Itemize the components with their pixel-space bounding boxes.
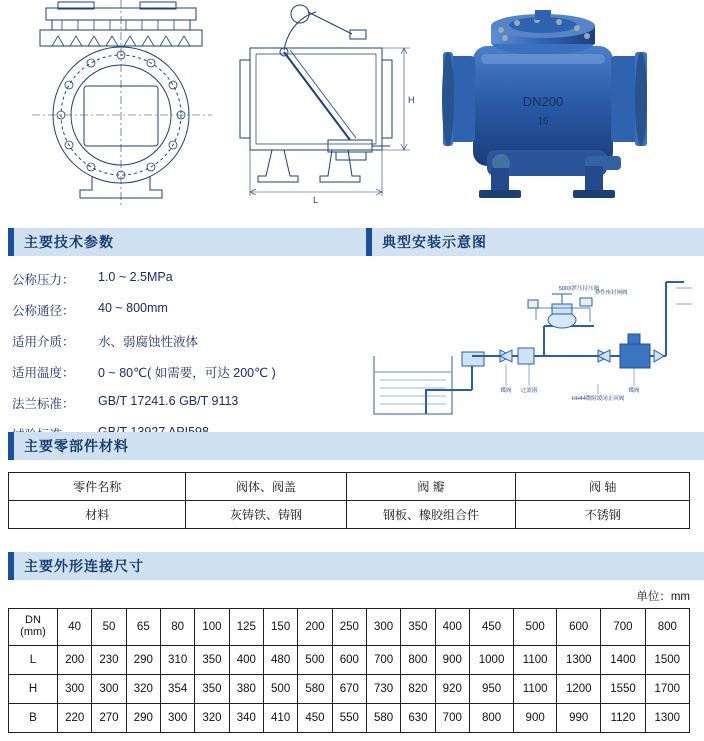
table-row [9,501,690,529]
install-label-1: 弹性座封闸阀 [594,290,628,296]
dim-cell: 700 [435,704,469,733]
install-schematic [366,264,696,424]
dim-cell: 550 [332,704,366,733]
dim-cell: 300 [160,704,194,733]
dim-cell: 1300 [557,646,601,675]
dim-cell: 400 [229,646,263,675]
section-dim-l-label: L [313,195,319,205]
valve-section-view-drawing [232,0,422,205]
materials-cell: 灰铸铁、铸钢 [186,501,346,529]
dim-cell: 820 [401,675,435,704]
dim-cell: 900 [514,704,557,733]
dn-header-cell [9,609,58,646]
dim-cell: 220 [58,704,92,733]
valve-front-view-drawing [22,0,222,205]
param-value: 0 ~ 80℃( 如需要，可达 200℃ ) [98,366,276,380]
dn-value-cell: 150 [263,609,297,646]
dn-value-cell: 800 [645,609,689,646]
dim-cell: 670 [332,675,366,704]
materials-section [8,432,696,529]
table-row [9,646,690,675]
dn-value-cell: 450 [469,609,513,646]
dim-cell: 580 [366,704,400,733]
param-row [12,301,356,319]
install-label-5: HH44微阻缓闭止回阀 [571,396,625,402]
dim-cell: 730 [366,675,400,704]
tech-params-title: 主要技术参数 [8,228,366,256]
dim-cell: 380 [229,675,263,704]
dn-value-cell: 400 [435,609,469,646]
install-label-4: 蝶阀 [628,388,640,394]
dim-row-label: L [9,646,58,675]
install-diagram-section [366,228,696,424]
dimensions-title: 主要外形连接尺寸 [8,552,704,580]
dn-value-cell: 350 [401,609,435,646]
materials-cell: 钢板、橡胶组合件 [346,501,516,529]
dn-value-cell: 700 [601,609,645,646]
param-row [12,270,356,288]
dn-unit-label: (mm) [20,626,46,638]
dimensions-section [8,552,696,733]
dim-row-label: H [9,675,58,704]
dn-value-cell: 600 [557,609,601,646]
dim-cell: 290 [126,704,160,733]
materials-header-cell: 阀 瓣 [346,473,516,501]
param-value: GB/T 17241.6 GB/T 9113 [98,394,239,408]
param-value: 1.0 ~ 2.5MPa [98,270,173,284]
table-row [9,473,690,501]
dim-cell: 450 [298,704,332,733]
dim-cell: 200 [58,646,92,675]
photo-pn-label: 16 [537,116,549,127]
dim-cell: 950 [469,675,513,704]
dim-cell: 230 [92,646,126,675]
table-row [9,704,690,733]
dim-cell: 1300 [645,704,689,733]
dim-cell: 350 [195,646,229,675]
dim-cell: 290 [126,646,160,675]
dim-cell: 990 [557,704,601,733]
param-row [12,332,356,350]
param-label: 法兰标准： [12,397,75,411]
dn-value-cell: 80 [160,609,194,646]
dim-cell: 300 [92,675,126,704]
dim-cell: 920 [435,675,469,704]
param-label: 公称压力： [12,273,75,287]
dim-cell: 500 [298,646,332,675]
dim-row-label: B [9,704,58,733]
dim-cell: 480 [263,646,297,675]
param-row [12,394,356,412]
table-row [9,609,690,646]
dim-cell: 700 [366,646,400,675]
dim-cell: 1100 [514,646,557,675]
dn-value-cell: 65 [126,609,160,646]
dn-value-cell: 300 [366,609,400,646]
drawings-row [0,0,704,208]
dn-value-cell: 100 [195,609,229,646]
dim-cell: 1100 [514,675,557,704]
dim-cell: 1200 [557,675,601,704]
dn-label: DN [25,614,41,627]
dn-value-cell: 40 [58,609,92,646]
dim-cell: 310 [160,646,194,675]
dim-cell: 600 [332,646,366,675]
install-diagram-title: 典型安装示意图 [366,228,704,256]
table-row [9,675,690,704]
dim-cell: 1400 [601,646,645,675]
dim-cell: 800 [401,646,435,675]
dim-cell: 800 [469,704,513,733]
dim-cell: 630 [401,704,435,733]
dim-cell: 1000 [469,646,513,675]
dim-cell: 350 [195,675,229,704]
dim-cell: 270 [92,704,126,733]
dim-cell: 580 [298,675,332,704]
dim-cell: 410 [263,704,297,733]
dim-cell: 500 [263,675,297,704]
param-value: 40 ~ 800mm [98,301,168,315]
param-value: 水、弱腐蚀性液体 [98,335,199,349]
param-label: 适用温度： [12,366,75,380]
install-label-valve-tag: 500X泄压持压阀 [558,286,600,292]
dim-cell: 354 [160,675,194,704]
dim-cell: 340 [229,704,263,733]
materials-cell: 材料 [9,501,186,529]
dim-cell: 320 [126,675,160,704]
dn-value-cell: 50 [92,609,126,646]
param-label: 适用介质： [12,335,75,349]
materials-title: 主要零部件材料 [8,432,704,460]
materials-table [8,472,690,529]
blue-valve-photo [435,0,685,205]
dn-value-cell: 250 [332,609,366,646]
dim-cell: 1700 [645,675,689,704]
dimensions-unit-label: 单位：mm [636,591,690,603]
tech-params-section [8,228,356,456]
param-row [12,363,356,381]
materials-header-cell: 阀 轴 [516,473,690,501]
dimensions-table [8,608,690,733]
dim-cell: 1550 [601,675,645,704]
materials-cell: 不锈钢 [516,501,690,529]
param-label: 公称通径： [12,304,75,318]
tech-params-list [8,270,356,443]
dim-cell: 300 [58,675,92,704]
install-label-2: 蝶阀 [500,388,512,394]
dn-value-cell: 125 [229,609,263,646]
dn-value-cell: 500 [514,609,557,646]
dim-cell: 1500 [645,646,689,675]
materials-header-cell: 阀体、阀盖 [186,473,346,501]
section-dim-h-label: H [408,95,415,105]
dim-cell: 1120 [601,704,645,733]
install-label-3: 过滤器 [520,388,538,394]
photo-dn-label: DN200 [522,94,564,109]
dim-cell: 320 [195,704,229,733]
dn-value-cell: 200 [298,609,332,646]
dim-cell: 900 [435,646,469,675]
materials-header-cell: 零件名称 [9,473,186,501]
